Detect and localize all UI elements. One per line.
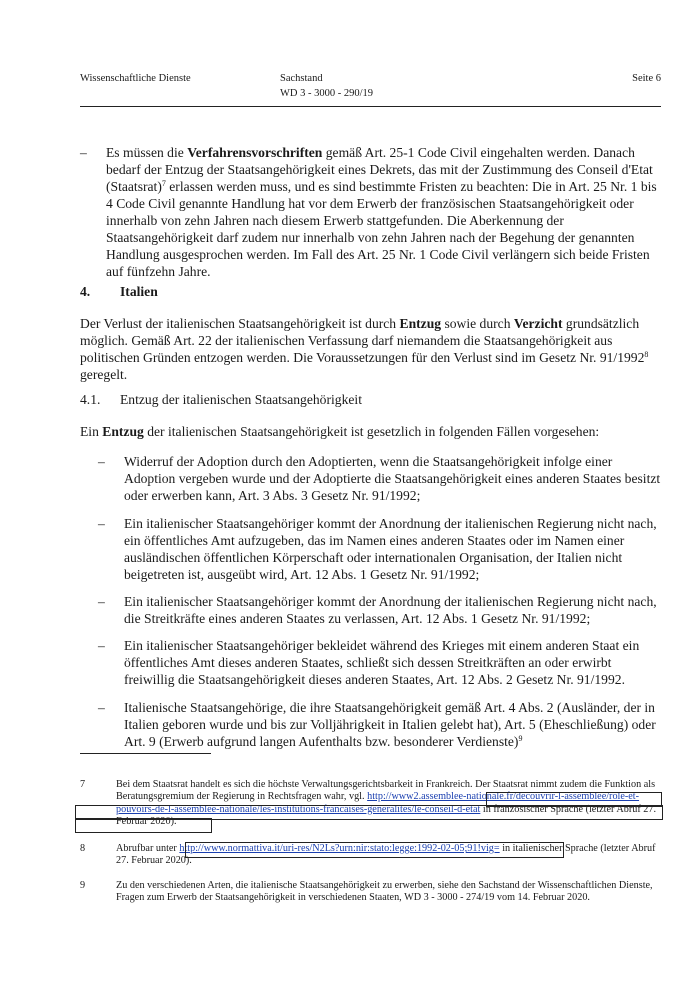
footnote-number: 8: [80, 843, 86, 854]
paragraph-entzug-intro: Ein Entzug der italienischen Staatsangehörigkeit ist gesetzlich in folgenden Fällen vorgesehen:: [80, 424, 600, 439]
footnote-ref-7: 7: [161, 179, 166, 188]
bullet-verfahrensvorschriften: [80, 144, 661, 280]
list-item: [98, 637, 661, 688]
bullet-dash: –: [98, 638, 105, 653]
header-doc-number: WD 3 - 3000 - 290/19: [280, 88, 374, 99]
section-number: 4.: [80, 284, 91, 299]
subsection-heading-entzug: [80, 391, 661, 408]
section-title: Italien: [120, 284, 158, 299]
section-heading-italien: [80, 283, 661, 300]
list-item: [98, 515, 661, 583]
bullet-dash: –: [98, 594, 105, 609]
list-item-text: Ein italienischer Staatsangehöriger kommt der Anordnung der italienischen Regierung nicht nach, die Streitkräfte eines anderen Staates zu verlassen, Art. 12 Abs. 1 Gesetz Nr. 91/1992;: [124, 594, 657, 626]
footnote-number: 9: [80, 880, 86, 891]
normattiva-link[interactable]: http://www.normattiva.it/uri-res/N2Ls?urn:nir:stato:legge:1992-02-05;91!vig=: [179, 843, 500, 854]
bullet-dash: –: [98, 516, 105, 531]
header-doctype: [280, 71, 373, 101]
footnote-text: Abrufbar unter http://www.normattiva.it/uri-res/N2Ls?urn:nir:stato:legge:1992-02-05;91!vig= in italienischer Sprache (letzter Abruf 27. Februar 2020).: [116, 843, 656, 867]
header-page-number: Seite 6: [632, 73, 661, 84]
link-highlight-box: [185, 842, 564, 858]
footnote-number: 7: [80, 779, 86, 790]
header-rule: [80, 106, 661, 107]
paragraph-verlust: Der Verlust der italienischen Staatsangehörigkeit ist durch Entzug sowie durch Verzicht grundsätzlich möglich. Gemäß Art. 22 der italienischen Verfassung darf niemandem die Staatsangehörigkeit aus politischen Gründen entzogen werden. Die Voraussetzungen für den Verlust sind im Gesetz Nr. 91/1992$^8$ geregelt.: [80, 316, 649, 382]
list-item: [98, 699, 661, 750]
bullet-text: Es müssen die Verfahrensvorschriften gemäß Art. 25-1 Code Civil eingehalten werden. Danach bedarf der Entzug der Staatsangehörigkeit eines Dekrets, das mit der Zustimmung des Conseil d'Etat (Staatsrat)$^7$ erlassen werden muss, und es sind bestimmte Fristen zu beachten: Die in Art. 25 Nr. 1 bis 4 Code Civil genannte Handlung hat vor dem Erwerb der französischen Staatsangehörigkeit oder innerhalb von zehn Jahren nach diesem Erwerb stattgefunden. Die Aberkennung der Staatsangehörigkeit darf zudem nur innerhalb von zehn Jahren nach der Begehung der genannten Handlung ausgesprochen werden. Im Fall des Art. 25 Nr. 1 Code Civil verlängern sich beide Fristen auf fünfzehn Jahre.: [106, 145, 657, 279]
footnote-9: [0, 880, 700, 920]
link-highlight-box: [75, 818, 212, 833]
footnote-separator: [80, 753, 211, 754]
bullet-dash: –: [98, 700, 105, 715]
bullet-dash: –: [98, 454, 105, 469]
list-item-text: Widerruf der Adoption durch den Adoptierten, wenn die Staatsangehörigkeit infolge einer Adoption vergeben wurde und der Adoptierte die Staatsangehörigkeit eines anderen Staates besitzt oder erwerben kann, Art. 3 Abs. 3 Gesetz Nr. 91/1992;: [124, 454, 661, 503]
footnote-ref-9: 9: [518, 734, 523, 743]
conseil-d-etat-link[interactable]: http://www2.assemblee-nationale.fr/decouvrir-l-assemblee/role-et-pouvoirs-de-l-assemblee-nationale/les-institutions-francaises-generalites/le-conseil-d-etat: [116, 791, 640, 815]
subsection-title: Entzug der italienischen Staatsangehörigkeit: [120, 392, 362, 407]
list-item: [98, 453, 661, 504]
list-item-text: Ein italienischer Staatsangehöriger bekleidet während des Krieges mit einem anderen Staat ein öffentliches Amt dieses anderen Staates, schließt sich dessen Streitkräften an oder erwirbt freiwillig die Staatsangehörigkeit dieses anderen Staates, Art. 12 Abs. 2 Gesetz Nr. 91/1992.: [124, 638, 640, 687]
list-item-text: Italienische Staatsangehörige, die ihre Staatsangehörigkeit gemäß Art. 4 Abs. 2 (Ausländer, der in Italien geboren wurde und bis zur Volljährigkeit in Italien gelebt hat), Art. 5 (Eheschließung) oder Art. 9 (Erwerb aufgrund langen Aufenthalts bzw. besonderer Verdienste)$^9$: [124, 700, 656, 749]
bullet-dash: –: [80, 145, 87, 160]
footnote-ref-8: 8: [644, 350, 649, 359]
subsection-number: 4.1.: [80, 392, 101, 407]
footnote-text: Zu den verschiedenen Arten, die italienische Staatsangehörigkeit zu erwerben, siehe den Sachstand der Wissenschaftlichen Dienste, Fragen zum Erwerb der Staatsangehörigkeit in verschiedenen Staaten, WD 3 - 3000 - 274/19 vom 14. Februar 2020.: [116, 880, 653, 904]
footnote-text: Bei dem Staatsrat handelt es sich die höchste Verwaltungsgerichtsbarkeit in Frankreich. Der Staatsrat nimmt zudem die Funktion als Beratungsgremium der Regierung in Rechtsfragen wahr, vgl. http://www2.assemblee-nationale.fr/decouvrir-l-assemblee/role-et-pouvoirs-de-l-assemblee-nationale/les-institutions-francaises-generalites/le-conseil-d-etat in französischer Sprache (letzter Abruf 27. Februar 2020).: [116, 779, 657, 828]
header-org: Wissenschaftliche Dienste: [80, 73, 191, 84]
list-item-text: Ein italienischer Staatsangehöriger kommt der Anordnung der italienischen Regierung nicht nach, ein öffentliches Amt aufzugeben, das im Namen eines anderen Staates oder im Namen einer ausländischen öffentlichen Körperschaft oder internationalen Organisation, der Italien nicht beigetreten ist, ausgeübt wird, Art. 12 Abs. 1 Gesetz Nr. 91/1992;: [124, 516, 657, 582]
list-item: [98, 593, 661, 627]
header-doctype-label: Sachstand: [280, 73, 323, 84]
